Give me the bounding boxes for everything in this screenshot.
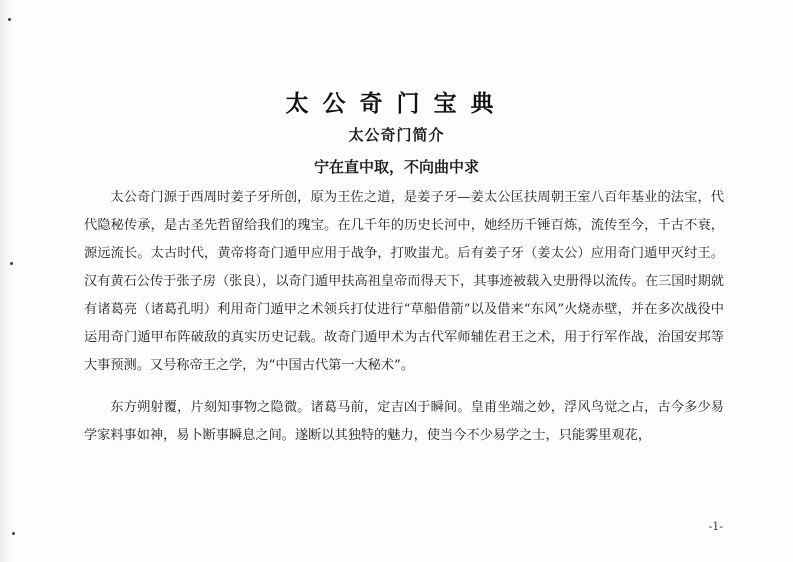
- motto-line: 宁在直中取，不向曲中求: [313, 158, 479, 176]
- scan-dot: [10, 262, 13, 265]
- scan-dot: [12, 532, 15, 535]
- body-text: [84, 184, 724, 450]
- paragraph: 东方朔射覆，片刻知事物之隐微。诸葛马前，定吉凶于瞬间。皇甫坐端之妙，浮风鸟觉之占，古今多少易学家料事如神，易卜断事瞬息之间。遂断以其独特的魅力，使当今不少易学之士，只能雾里观花，: [84, 400, 724, 443]
- scan-edge-shadow: [0, 0, 14, 562]
- document-title: 太公奇门宝典: [285, 90, 508, 118]
- scan-dot: [8, 18, 11, 21]
- section-heading: 太公奇门简介: [348, 126, 445, 144]
- paragraph: 太公奇门源于西周时姜子牙所创，原为王佐之道，是姜子牙—姜太公匡扶周朝王室八百年基业的法宝，代代隐秘传承，是古圣先哲留给我们的瑰宝。在几千年的历史长河中，她经历千锤百炼，流传至今，千古不衰，源远流长。太古时代，黄帝将奇门遁甲应用于战争，打败蚩尤。后有姜子牙（姜太公）应用奇门遁甲灭纣王。汉有黄石公传于张子房（张良），以奇门遁甲扶高祖皇帝而得天下，其事迹被载入史册得以流传。在三国时期就有诸葛亮（诸葛孔明）利用奇门遁甲之术领兵打仗进行“草船借箭”以及借来“东风”火烧赤壁，并在多次战役中运用奇门遁甲布阵破敌的真实历史记载。故奇门遁甲术为古代军师辅佐君王之术，用于行军作战，治国安邦等大事预测。又号称帝王之学，为“中国古代第一大秘术”。: [84, 190, 724, 373]
- page-number: -1-: [708, 520, 723, 533]
